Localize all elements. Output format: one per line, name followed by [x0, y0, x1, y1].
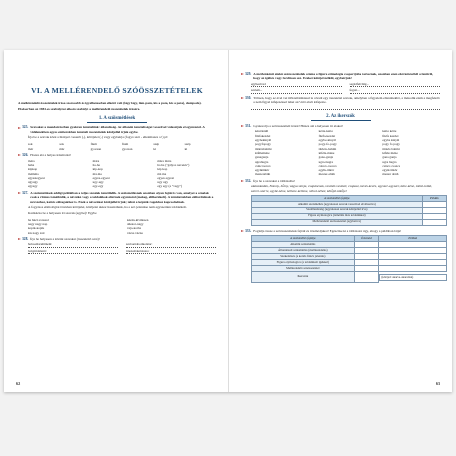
exercise-text-2: A fogyásos etimológiai törésben kötőjelet, kötőjelet akkor használunk, ha a szó jelentése nem egyszerűen toldalékolt.: [28, 204, 188, 209]
word-option[interactable]: ugra-bugra: [318, 159, 334, 164]
word-option[interactable]: nagy nagy nap: [28, 222, 48, 227]
exercise-325: [18, 125, 216, 134]
word-option[interactable]: egyiktűkör: [255, 168, 270, 173]
word-option[interactable]: kázán-kívülesen: [127, 217, 149, 222]
exercise-text: Írja be helyesen a kívánt szavakat (összekötő szót)!: [30, 236, 100, 241]
section-title-text: 1. A szóismétlések: [98, 115, 136, 121]
word-option[interactable]: mámma: [28, 171, 39, 176]
exercise-marker-icon: [241, 97, 244, 99]
chapter-title: VI. A MELLÉRENDELŐ SZÓÖSSZETÉTELEK: [31, 86, 203, 95]
exercise-number: 325.: [18, 125, 28, 134]
exercise-number: 330.: [241, 96, 251, 105]
table-header: Példák: [379, 236, 447, 242]
exercise-marker-icon: [241, 230, 244, 232]
word-option[interactable]: haha: [28, 162, 35, 167]
table-header: A szóismétlés fajtája: [252, 195, 423, 201]
exercise-328: [18, 237, 216, 241]
table-header: A szóismétlés fajtája: [252, 236, 355, 242]
write-in-field[interactable]: irnokoltakrtalatos:: [126, 249, 216, 254]
table-row: Mellérendelő szóösszetétel: [252, 266, 447, 272]
table-row: Alkalmi szóismétlés (ugyanazon szavak vesszővel elválasztva): [252, 201, 447, 207]
word-option[interactable]: kip-kop: [92, 167, 103, 172]
write-in-field[interactable]: szelem...: [251, 88, 342, 93]
page-number: 62: [16, 381, 21, 386]
word-option[interactable]: ha-ha: [92, 162, 100, 167]
exercise-text: Töltsen, hogy az ével vet ülöl-kilátmással le olvadt egy összetétel szavak, amelyben a figyelem ellentétekbő, a második elem a megfelelő a nem figyel kifejezéssel lehet az? értő elsőt kifejezte.: [253, 95, 440, 105]
section-divider: [87, 122, 147, 123]
exercise-instruction: Írja be a szavak közé a hiányzó vesszőt (,), kötőjelet (-) vagy egybeírja (fogyó szót - elkalmazza a !) pl:: [28, 135, 168, 140]
write-in-row[interactable]: [28, 242, 216, 247]
word-option[interactable]: egyes-egyest: [92, 175, 110, 180]
word-option[interactable]: kipkop: [28, 167, 38, 172]
word-option[interactable]: csincs-csoncs: [318, 163, 337, 168]
table-header: Írásmód: [354, 236, 379, 242]
word-grid: [28, 159, 216, 189]
exercise-marker-icon: [18, 154, 21, 156]
word-option[interactable]: ganaganja: [255, 155, 269, 160]
book-spread: [4, 50, 452, 392]
write-in-field[interactable]: hoboadtaruhitnem:: [28, 242, 118, 247]
word-row: már már gyorsan gyorsan ki ki: [28, 146, 188, 151]
exercise-text: Foglalja össze a szóösszetételek fajtáit és írásmódjukat! Egészítse ki a táblázatot úgy, ahogy a példában látja!: [253, 228, 402, 233]
exercise-text: Szavakat a mondatrészben gyakran ismételünk: állandóság. Az állandó ismételtséget vesszővel választjuk el egymástól. A vidéknekben egyes emberekben ismételt összetételek kötőjellel írjuk egybe.: [30, 125, 205, 134]
exercise-327: [18, 191, 216, 204]
word-option[interactable]: csincs csoncs: [382, 163, 400, 168]
table-row: Szóállandóság (ugyanazon szavak kötőjellel írva): [252, 207, 447, 213]
table-cell-input[interactable]: [354, 272, 379, 282]
word-option[interactable]: kiféle méne: [382, 150, 398, 155]
word-option[interactable]: tűrkös-bahmi: [318, 146, 337, 151]
write-in-field[interactable]: bolgótidalenir:: [28, 249, 118, 254]
exercise-number: 327.: [18, 191, 28, 204]
write-in-row[interactable]: [251, 88, 440, 93]
exercise-number: 333.: [241, 229, 251, 233]
word-option[interactable]: kérte-kérte: [318, 129, 333, 134]
exercise-marker-icon: [241, 73, 244, 75]
word-option[interactable]: csinccsoncs: [255, 163, 271, 168]
word-option[interactable]: kiféleméne: [255, 150, 270, 155]
exercise-326: [18, 153, 216, 157]
exercise-329: [241, 72, 440, 81]
word-grid: [28, 218, 216, 235]
exercise-instruction: Karikázza be a helyesen írt szavak (egybe)! Egybe: [28, 211, 97, 216]
section-title-text: 2. Az ikerszók: [326, 114, 355, 120]
section-title: [241, 114, 440, 121]
word-option[interactable]: egybekinyál: [255, 138, 272, 143]
word-option[interactable]: ugy-ugy: [92, 180, 104, 185]
table-row: Állandósult szóismétlés (mellérendelés): [252, 248, 447, 254]
exercise-text: A szóismétlések eddigi példáiban a teljes szóalak ismétlődik. A szóismétlésnek azonban olyan fajtái is van, amelyet a szóalak csak a ritmus ismétlődik, a névátkó vagy a toldalékok eltérnek egymástól (mekeg, elilkerékelt). A zömítettekben előfordulnak a névszóhoz, kettős előtagokhoz is. Ezek a névszókat kötőjellel írjuk; tehát a képzők ragokhoz kapcsolódnak.: [30, 190, 214, 204]
word-option[interactable]: mára: [28, 158, 35, 163]
exercise-number: 329.: [241, 72, 251, 81]
word-option[interactable]: masterabúh: [255, 172, 271, 177]
table-header: Példák: [422, 195, 446, 201]
word-option[interactable]: egybe kinyál: [382, 138, 400, 143]
word-option[interactable]: fűzfa-kezdet: [318, 133, 336, 138]
word-option[interactable]: fűzfakezdet: [255, 133, 271, 138]
exercise-text: A mérlenkénti alakú szóösszetételek száma a figura etimológia csoportjába tartoznak, azonban ezen első kötéséből a fentiről, hogy az ígéltés vagy fordítsan szó. Ezeket kötőjel nélkül, egybeírjuk!: [253, 72, 434, 81]
exercise-marker-icon: [18, 238, 21, 240]
word-option[interactable]: mára: [92, 158, 100, 163]
exercise-331: [241, 124, 440, 128]
word-option[interactable]: má ma: [157, 171, 167, 176]
word-option[interactable]: mára mára: [157, 158, 172, 163]
word-option[interactable]: egyestegyest: [28, 175, 45, 180]
exercise-text: Hozza alá a helyes írásmódot!: [30, 153, 72, 158]
word-option[interactable]: egyegy: [28, 184, 38, 189]
table-row: Szókettőzés (a kettős főnév jelentés): [252, 254, 447, 260]
exercise-marker-icon: [241, 180, 244, 182]
write-in-field[interactable]: segédfelvilág...: [350, 82, 441, 87]
word-option[interactable]: ugrabugra: [255, 159, 269, 164]
word-option[interactable]: kiféle-méne: [318, 150, 335, 155]
intro-paragraph: A mellérendelő összetételek írása szorosabb és igyelheteseben elkérő volt (lágy lágy, lám-pam, kis a pota, kis a pota), dompoda).: [18, 101, 202, 105]
table-cell-input[interactable]: [422, 219, 446, 225]
page-number: 63: [435, 381, 440, 386]
word-option[interactable]: kéretlenűl: [255, 129, 269, 134]
table-row: Alkalmi szóismétlés: [252, 242, 447, 248]
word-option[interactable]: kip kop: [157, 167, 168, 172]
table-row: Mellérendelő szóösszetétel (egybeírva): [252, 219, 447, 225]
word-option[interactable]: kis nagy zsír: [28, 230, 45, 235]
word-option[interactable]: kérte kérte: [382, 129, 397, 134]
intro-paragraph-2: Elsősorban az 1984-es szabályzat alkotó szabályt a mellérendelő összetételek írására.: [18, 107, 141, 112]
exercise-text: Írja be a szavakat a táblázatba!: [253, 178, 295, 183]
word-grid: [255, 129, 440, 176]
exercise-number: 332.: [241, 179, 251, 183]
write-in-field[interactable]: szobornaborikolatar:: [126, 242, 216, 247]
word-option[interactable]: egyes egyest: [157, 175, 175, 180]
table-cell-example: (kötőjel: akarva-akaratlan): [379, 274, 446, 281]
word-row: sok sok fium fium szép szép: [28, 141, 191, 146]
write-in-field[interactable]: fogott...: [350, 88, 441, 93]
word-option[interactable]: egyik tűkör: [382, 168, 398, 173]
write-in-row[interactable]: [28, 249, 216, 254]
exercise-332: [241, 179, 440, 183]
section-divider: [311, 120, 371, 121]
word-option[interactable]: fűzfa kezdet: [382, 133, 399, 138]
exercise-marker-icon: [18, 192, 21, 194]
word-option[interactable]: ugy ugy: [157, 180, 169, 185]
word-option[interactable]: egybe-kinyál: [318, 138, 336, 143]
exercise-330: [241, 96, 440, 105]
table-row: Figura etymologica (ismétlés más toldalékkal): [252, 213, 447, 219]
word-option[interactable]: má-ma: [92, 171, 102, 176]
write-in-row[interactable]: [251, 82, 440, 87]
summary-table: [251, 235, 447, 282]
exercise-333: [241, 229, 440, 233]
right-page: [228, 50, 452, 392]
table-row: Figura etymologica (a toldalékolt igékkel): [252, 260, 447, 266]
word-option[interactable]: gana-ganja: [318, 155, 334, 160]
exercise-text: Gyakorolja a szóösszetételt írását! Húzza alá a helyesen írt alakot!: [253, 124, 344, 129]
word-option[interactable]: ha húzl-vonszol: [28, 217, 49, 222]
word-option[interactable]: ha ha ("gályos nevetés"): [157, 162, 190, 167]
exercise-number: 326.: [18, 153, 28, 157]
word-option[interactable]: vaja-korba: [127, 226, 142, 231]
word-option[interactable]: vázsa vézna: [127, 230, 143, 235]
word-option[interactable]: alkatot-nagy: [127, 222, 144, 227]
word-option[interactable]: egy-egy: [92, 184, 104, 189]
word-bank: alakoskodás, Nomny, hűtny, vágya szívja, csupáncsak, vesztett-vesztett, csupasz, kevés-kevés, egyszer-egyszer, kéne-kéne, tollal-tollal, szerre-szerre, egybe-kéne, kellene-kellene, néhol-néhol, kötőjel-kötőjel: [251, 184, 433, 193]
word-option[interactable]: egyik-tűkör: [318, 168, 335, 173]
write-in-field[interactable]: egybeolvad: [251, 82, 342, 87]
word-option[interactable]: ugyugy: [28, 180, 38, 185]
answer-line[interactable]: [251, 105, 440, 110]
word-option[interactable]: pogyfopogy: [255, 142, 271, 147]
classification-table: [251, 195, 447, 226]
word-option[interactable]: mester-abúh: [318, 172, 335, 177]
word-option[interactable]: mester abúh: [382, 172, 399, 177]
exercise-marker-icon: [18, 127, 21, 129]
word-option[interactable]: kopik-kopik: [28, 226, 45, 231]
table-row: Ikerszók (kötőjel: akarva-akaratlan): [252, 272, 447, 282]
left-page: [4, 50, 228, 392]
word-option[interactable]: ugra bugra: [382, 159, 397, 164]
exercise-number: 328.: [18, 237, 28, 241]
word-option[interactable]: egy egy (a "vagy"): [157, 184, 183, 189]
word-option[interactable]: pogy fo pogy: [382, 142, 400, 147]
section-title: [18, 116, 216, 123]
word-option[interactable]: pogy-fo-pogy: [318, 142, 337, 147]
exercise-number: 331.: [241, 124, 251, 128]
word-option[interactable]: gana ganja: [382, 155, 397, 160]
word-option[interactable]: tűrkösbahmi: [255, 146, 272, 151]
word-option[interactable]: tűrkös bahmi: [382, 146, 400, 151]
exercise-marker-icon: [241, 125, 244, 127]
